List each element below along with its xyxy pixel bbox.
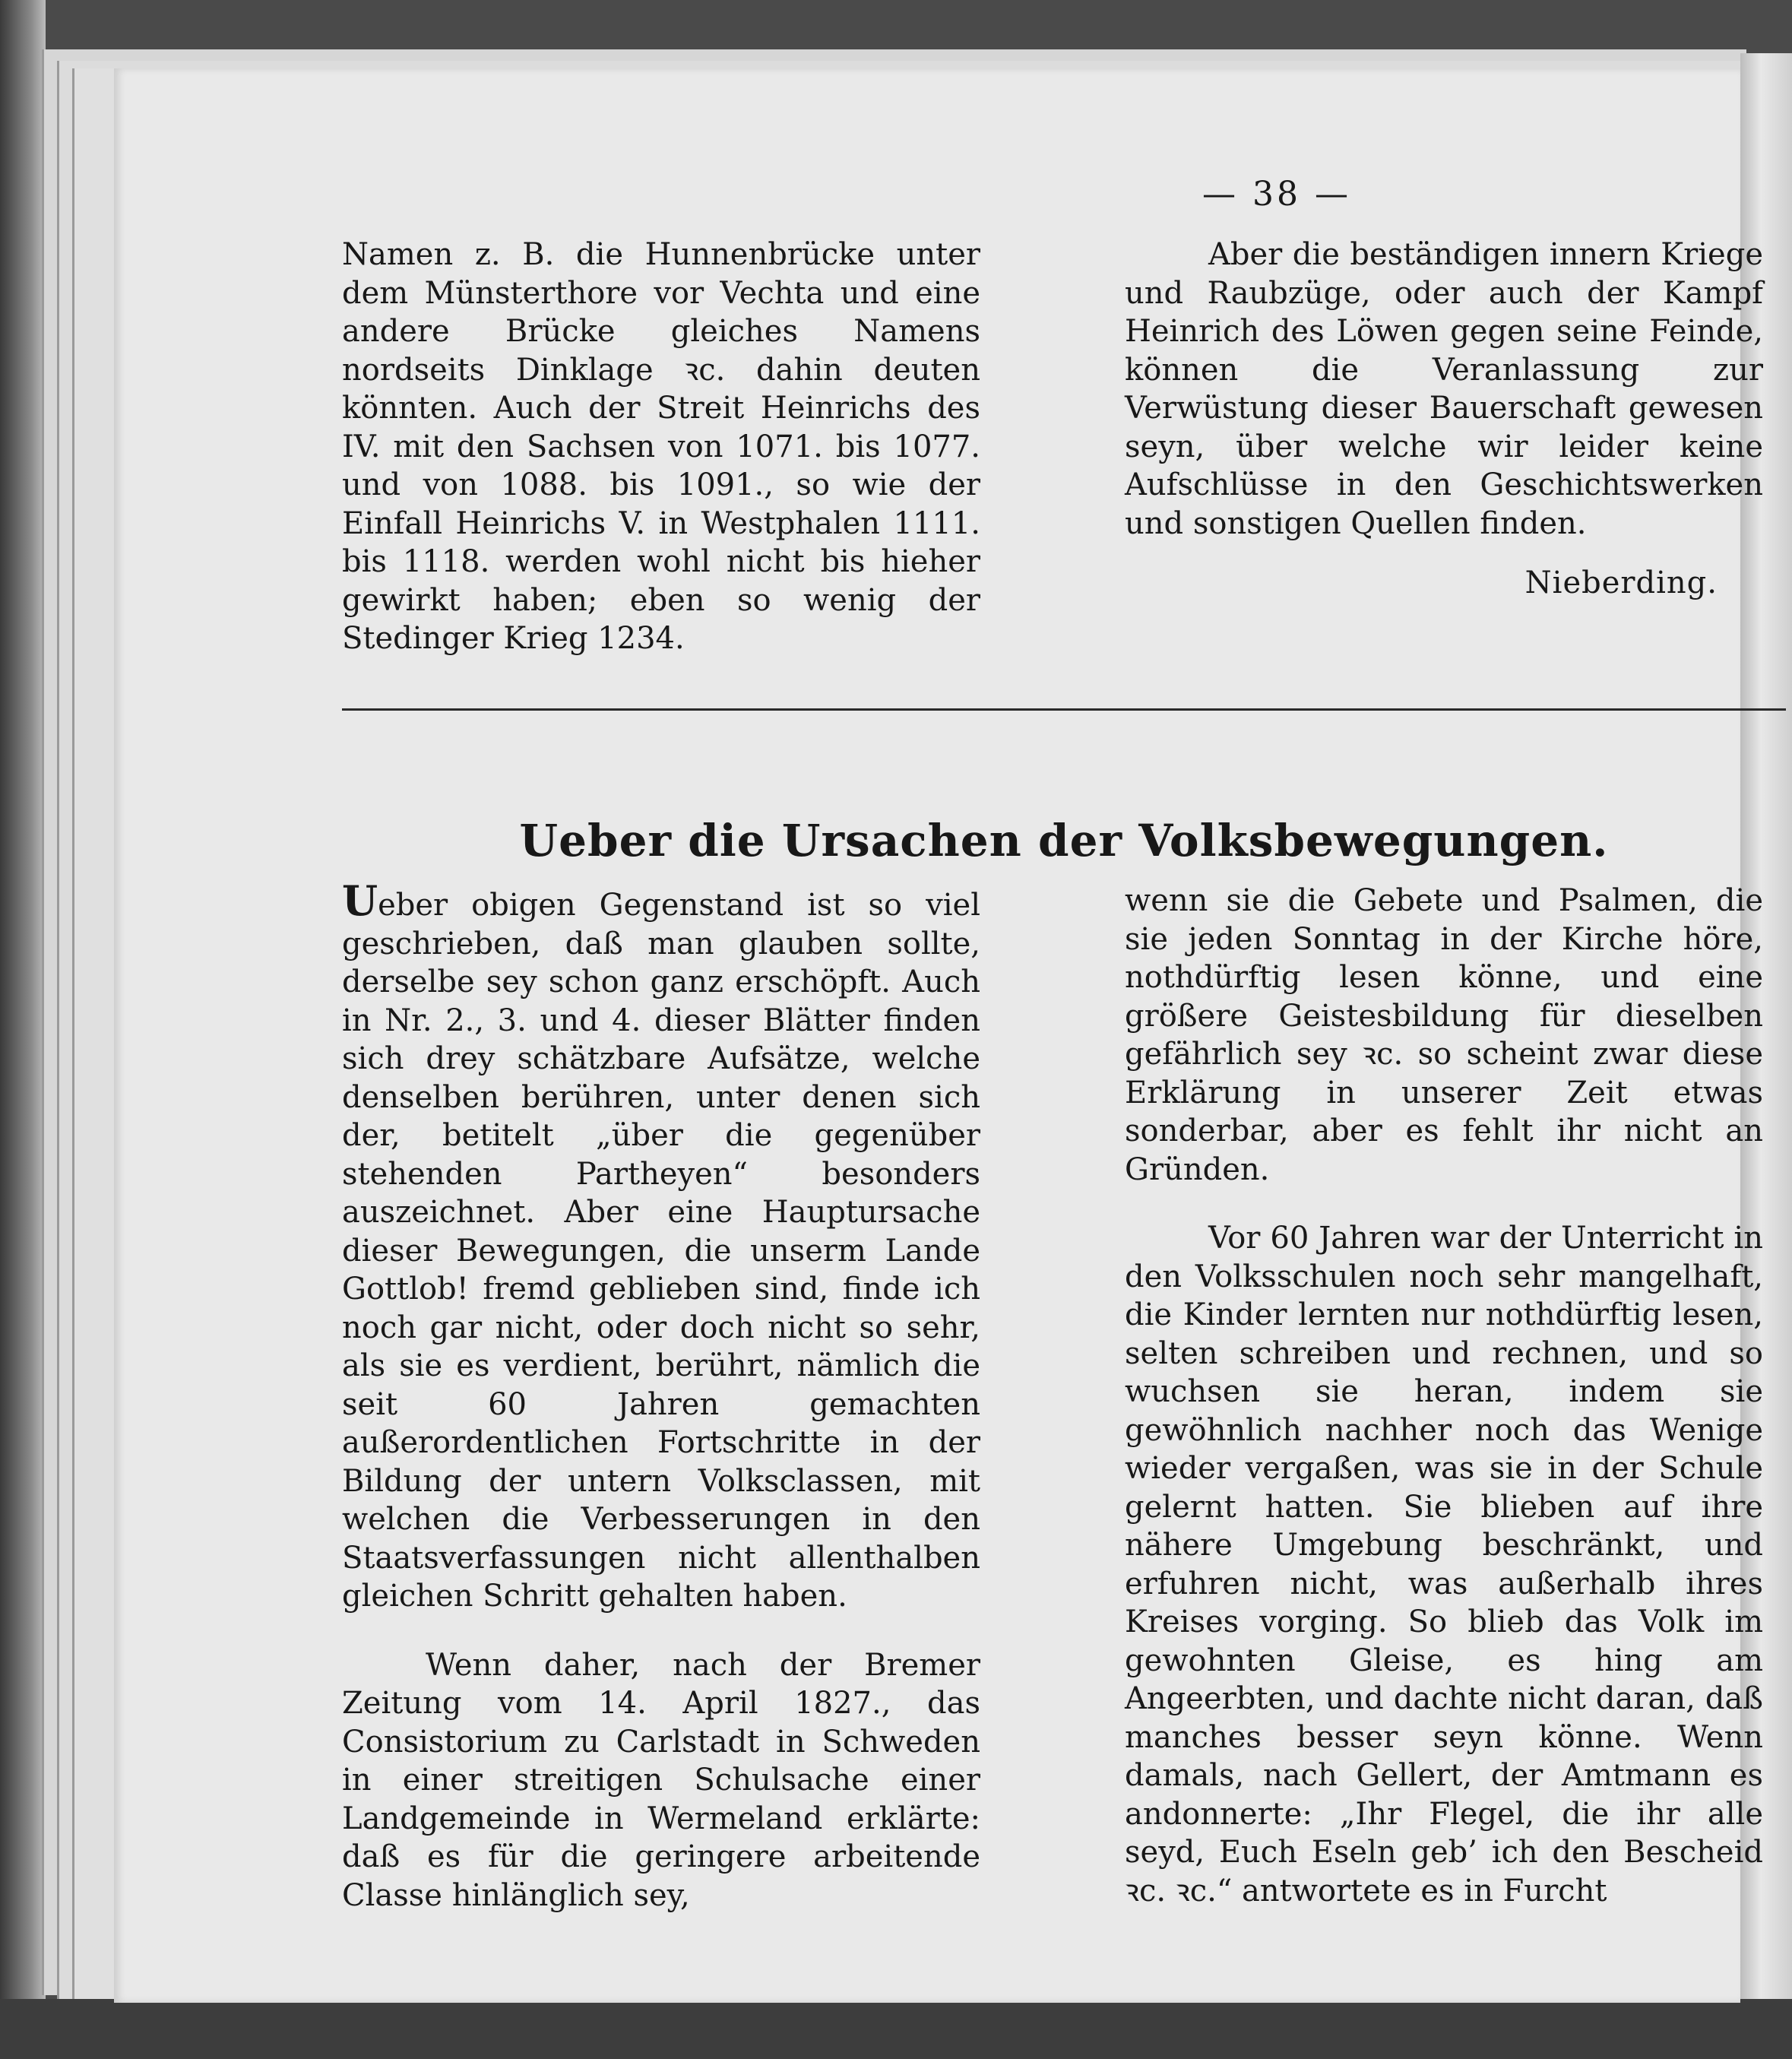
- article-right-column: [1125, 882, 1763, 1910]
- book-left-edge: [0, 0, 46, 2059]
- article-title: Ueber die Ursachen der Volksbewegungen.: [519, 815, 1609, 866]
- top-left-column: [342, 236, 980, 658]
- scan-background: [0, 1999, 1792, 2059]
- page-content: [342, 68, 1786, 2003]
- page-number-text: — 38 —: [1202, 175, 1351, 214]
- page-number: [342, 175, 1786, 214]
- paragraph: wenn sie die Gebete und Psalmen, die sie jeden Sonntag in der Kirche höre, nothdürftig lesen könne, und eine größere Geistesbildung für dieselben gefährlich sey ꝛc. so scheint zwar diese Erklärung in unserer Zeit etwas sonderbar, aber es fehlt ihr nicht an Gründen.: [1125, 883, 1763, 1187]
- top-right-column: [1125, 236, 1763, 603]
- paragraph: Wenn daher, nach der Bremer Zeitung vom 14. April 1827., das Consistorium zu Carlstadt in Schweden in einer streitigen Schulsache einer Landgemeinde in Wermeland erklärte: daß es für die geringere arbeitende Classe hinlänglich sey,: [342, 1647, 980, 1913]
- paragraph: Aber die beständigen innern Kriege und Raubzüge, oder auch der Kampf Heinrich des Löwen gegen seine Feinde, können die Veranlassung zur Verwüstung dieser Bauerschaft gewesen seyn, über welche wir leider keine Aufschlüsse in den Geschichtswerken und sonstigen Quellen finden.: [1125, 237, 1763, 541]
- paragraph: Namen z. B. die Hunnenbrücke unter dem Münsterthore vor Vechta und eine andere Brücke gleiches Namens nordseits Dinklage ꝛc. dahin deuten könnten. Auch der Streit Heinrichs des IV. mit den Sachsen von 1071. bis 1077. und von 1088. bis 1091., so wie der Einfall Heinrichs V. in Westphalen 1111. bis 1118. werden wohl nicht bis hieher gewirkt haben; eben so wenig der Stedinger Krieg 1234.: [342, 237, 980, 656]
- section-divider: [342, 708, 1786, 711]
- author-signature: Nieberding.: [1524, 565, 1718, 600]
- paragraph: Vor 60 Jahren war der Unterricht in den Volksschulen noch sehr mangelhaft, die Kinder lernten nur nothdürftig lesen, selten schreiben und rechnen, und so wuchsen sie heran, indem sie gewöhnlich nachher noch das Wenige wieder vergaßen, was sie in der Schule gelernt hatten. Sie blieben auf ihre nähere Umgebung beschränkt, und erfuhren nicht, was außerhalb ihres Kreises vorging. So blieb das Volk im gewohnten Gleise, es hing am Angeerbten, und dachte nicht daran, daß manches besser seyn könne. Wenn damals, nach Gellert, der Amtmann es andonnerte: „Ihr Flegel, die ihr alle seyd, Euch Eseln geb’ ich den Bescheid ꝛc. ꝛc.“ antwortete es in Furcht: [1125, 1221, 1763, 1909]
- paragraph: Ueber obigen Gegenstand ist so viel geschrieben, daß man glauben sollte, derselbe sey schon ganz erschöpft. Auch in Nr. 2., 3. und 4. dieser Blätter finden sich drey schätzbare Aufsätze, welche denselben berühren, unter denen sich der, betitelt „über die gegenüber stehenden Partheyen“ besonders auszeichnet. Aber eine Hauptursache dieser Bewegungen, die unserm Lande Gottlob! fremd geblieben sind, finde ich noch gar nicht, oder doch nicht so sehr, als sie es verdient, berührt, nämlich die seit 60 Jahren gemachten außerordentlichen Fortschritte in der Bildung der untern Volksclassen, mit welchen die Verbesserungen in den Staatsverfassungen nicht allenthalben gleichen Schritt gehalten haben.: [342, 876, 980, 1614]
- article-left-column: [342, 876, 980, 1915]
- book-page: [114, 68, 1763, 2003]
